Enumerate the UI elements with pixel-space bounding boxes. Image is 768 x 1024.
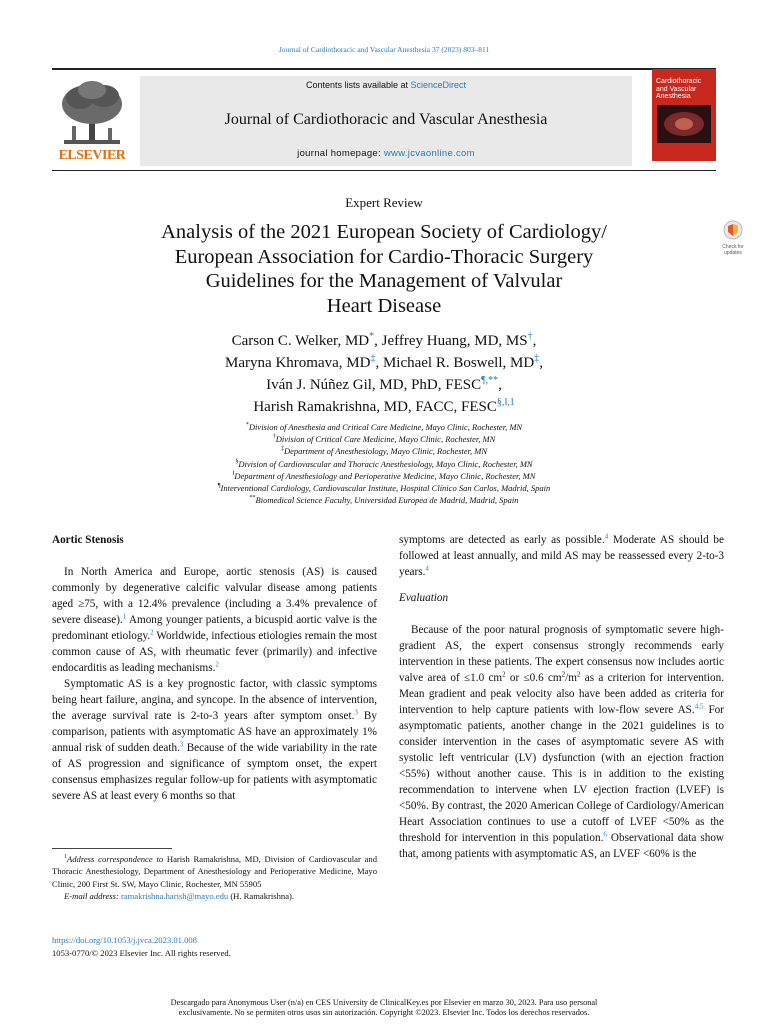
affiliation-line [100,482,668,494]
author-ramakrishna: Harish Ramakrishna, MD, FACC, FESC [253,399,497,415]
author-sup-link[interactable]: ¶,** [481,375,499,386]
author-sep: , [532,333,537,349]
text-run: as a criterion for intervention. Mean gradient and peak velocity also have been added as criteria for intervention to help capture patients with low-flow severe AS. [399,672,724,716]
right-column [399,532,724,862]
author-sup-link[interactable]: ‡ [534,353,540,364]
reference-link[interactable]: 2 [150,628,154,637]
check-updates-label: Check for updates [722,244,744,256]
affiliation-mark: * [245,422,249,429]
affiliation-line [100,458,668,470]
sciencedirect-link[interactable]: ScienceDirect [410,80,467,90]
title-line: Heart Disease [326,294,442,317]
title-line: Guidelines for the Management of Valvular [205,270,563,292]
doi-link[interactable]: https://doi.org/10.1053/j.jvca.2023.01.008 [52,935,197,945]
affiliation-text: Division of Critical Care Medicine, Mayo Clinic, Rochester, MN [275,434,496,445]
header-rule [52,68,716,70]
contents-available-line [140,80,632,90]
left-column [52,532,377,804]
text-run: Because of the poor natural prognosis of symptomatic severe high-gradient AS, the expert consensus strongly recommends early intervention in these patients. The expert consensus now includes aortic valve area of ≤1.0 cm [399,624,724,684]
author-sup-link[interactable]: §,‖,1 [496,397,515,408]
author-sup-link[interactable]: † [527,331,533,342]
paragraph [399,532,724,580]
article-type: Expert Review [345,195,423,210]
email-suffix: (H. Ramakrishna). [228,891,295,902]
text-run: Observational data show that, among patients with asymptomatic AS, an LVEF <60% is the [399,832,724,860]
text-run: For asymptomatic patients, another change in the 2021 guidelines is to consider intervention in the cases of asymptomatic severe AS with systolic left ventricular (LV) dysfunction (with an ejection fraction <55%) without another cause. This is in addition to the existing recommendation to intervene when LV ejection fraction (LVEF) is <50%. By contrast, the 2020 American College of Cardiology/American Heart Association continues to use a cutoff of LVEF <50% as the threshold for intervention in this population. [399,704,724,844]
author-khromava: Maryna Khromava, MD [225,355,371,371]
reference-link[interactable]: 1 [122,612,127,621]
affiliation-list [100,421,668,506]
text-run: or ≤0.6 cm [505,672,562,684]
text-run: In North America and Europe, aortic stenosis (AS) is caused commonly by degenerative calcific valvular disease among patients aged ≥75, with a 12.4% prevalence (including a 3.4% prevalence of severe disease). [52,566,377,626]
article-title [120,220,648,318]
homepage-prefix: journal homepage: [297,148,384,159]
text-run: By comparison, patients with asymptomatic AS have an approximately 1% annual risk of sudden death. [52,710,377,754]
footnote-rule [52,848,172,849]
download-note-line: exclusivamente. No se permiten otros usos sin autorización. Copyright ©2023. Elsevier Inc. Todos los derechos reservados. [178,1008,590,1017]
running-head[interactable]: Journal of Cardiothoracic and Vascular Anesthesia 37 (2023) 803–811 [278,45,490,54]
contents-prefix: Contents lists available at [305,80,411,90]
journal-cover-thumbnail[interactable] [652,69,716,161]
download-note-line: Descargado para Anonymous User (n/a) en CES University de ClinicalKey.es por Elsevier en marzo 30, 2023. Para uso personal [170,998,598,1007]
superscript: 2 [576,670,581,679]
check-updates-icon [718,220,748,240]
author-list [120,330,648,418]
author-sep: , [539,355,543,371]
journal-homepage-line [140,148,632,159]
email-link[interactable]: ramakrishna.harish@mayo.edu [120,891,229,902]
reference-link[interactable]: 2 [215,660,219,669]
affiliation-line [100,470,668,482]
banner-rule [52,170,716,171]
text-run: Among younger patients, a bicuspid aortic valve is the predominant etiology. [52,614,377,642]
email-label: E-mail address: [64,891,119,902]
footnote-address [52,853,377,890]
affiliation-text: Interventional Cardiology, Cardiovascular Institute, Hospital Clínico San Carlos, Madrid, Spain [220,483,551,494]
elsevier-wordmark: ELSEVIER [58,148,126,163]
affiliation-text: Department of Anesthesiology, Mayo Clinic, Rochester, MN [283,446,488,457]
paragraph [52,564,377,676]
reference-link[interactable]: 6 [603,830,607,839]
reference-link[interactable]: 3 [354,708,358,717]
text-run: Moderate AS should be followed at least annually, and mild AS may be reassessed every 2-to-3 years. [399,534,724,578]
text-run: /m [565,672,577,684]
journal-name: Journal of Cardiothoracic and Vascular Anesthesia [224,111,548,128]
title-line: European Association for Cardio-Thoracic Surgery [174,245,594,268]
affiliation-line [100,494,668,506]
author-sep: , [498,377,502,393]
footnote-label: Address correspondence to [67,854,164,864]
text-run: symptoms are detected as early as possible. [399,534,605,546]
paragraph [399,622,724,862]
cover-image [657,105,711,143]
reference-link[interactable]: 4 [604,532,609,541]
paragraph [52,676,377,804]
download-notice [100,998,668,1018]
author-boswell: , Michael R. Boswell, MD [375,355,535,371]
affiliation-mark: ¶ [217,483,221,490]
reference-link[interactable]: 4,5 [694,702,704,711]
correspondence-footnote [52,853,377,903]
check-for-updates-button[interactable] [718,220,748,256]
homepage-link[interactable]: www.jcvaonline.com [383,148,475,159]
affiliation-mark: § [235,458,239,465]
reference-link[interactable]: 3 [179,740,184,749]
author-welker: Carson C. Welker, MD [231,333,370,349]
reference-link[interactable]: 4 [425,564,429,573]
affiliation-line [100,433,668,445]
affiliation-text: Biomedical Science Faculty, Universidad Europea de Madrid, Madrid, Spain [255,495,519,506]
text-run: Symptomatic AS is a key prognostic factor, with classic symptoms being heart failure, angina, and syncope. In the absence of intervention, the average survival rate is 2-to-3 years after symptom onset. [52,678,377,722]
subsection-heading: Evaluation [399,592,449,604]
author-sup-link[interactable]: * [369,331,375,342]
section-heading: Aortic Stenosis [52,534,124,546]
affiliation-mark: ‡ [280,446,284,453]
text-run: Worldwide, infectious etiologies remain the most common cause of AS, with rheumatic fever (primarily) and infective endocarditis as leading mechanisms. [52,630,377,674]
cover-title: Cardiothoracic and Vascular Anesthesia [656,78,702,100]
title-line: Analysis of the 2021 European Society of Cardiology/ [161,221,607,243]
affiliation-mark: ‖ [232,470,235,477]
footnote-mark: 1 [64,854,67,861]
author-nunez-gil: Iván J. Núñez Gil, MD, PhD, FESC [266,377,482,393]
affiliation-line [100,421,668,433]
footnote-text: Harish Ramakrishna, MD, Division of Cardiovascular and Thoracic Anesthesiology, Department of Anesthesiology and Perioperative Medicine, Mayo Clinic, 200 First St. SW, Mayo Clinic, Rochester, MN 55905 [52,854,377,889]
affiliation-text: Department of Anesthesiology and Perioperative Medicine, Mayo Clinic, Rochester, MN [234,470,536,481]
affiliation-text: Division of Anesthesia and Critical Care Medicine, Mayo Clinic, Rochester, MN [248,422,523,432]
text-run: Because of the wide variability in the rate of AS progression and significance of symptom onset, the expert consensus emphasizes regular follow-up for patients with asymptomatic severe AS at least every 6 months so that [52,742,377,802]
affiliation-mark: † [272,434,276,441]
superscript: 2 [502,670,506,679]
author-sup-link[interactable]: ‡ [370,353,376,364]
affiliation-mark: ** [249,495,256,502]
author-huang: , Jeffrey Huang, MD, MS [374,333,528,349]
affiliation-line [100,445,668,457]
affiliation-text: Division of Cardiovascular and Thoracic Anesthesiology, Mayo Clinic, Rochester, MN [238,458,533,469]
issn-copyright: 1053-0770/© 2023 Elsevier Inc. All rights reserved. [52,948,231,958]
footnote-email [52,890,377,902]
superscript: 2 [561,670,566,679]
